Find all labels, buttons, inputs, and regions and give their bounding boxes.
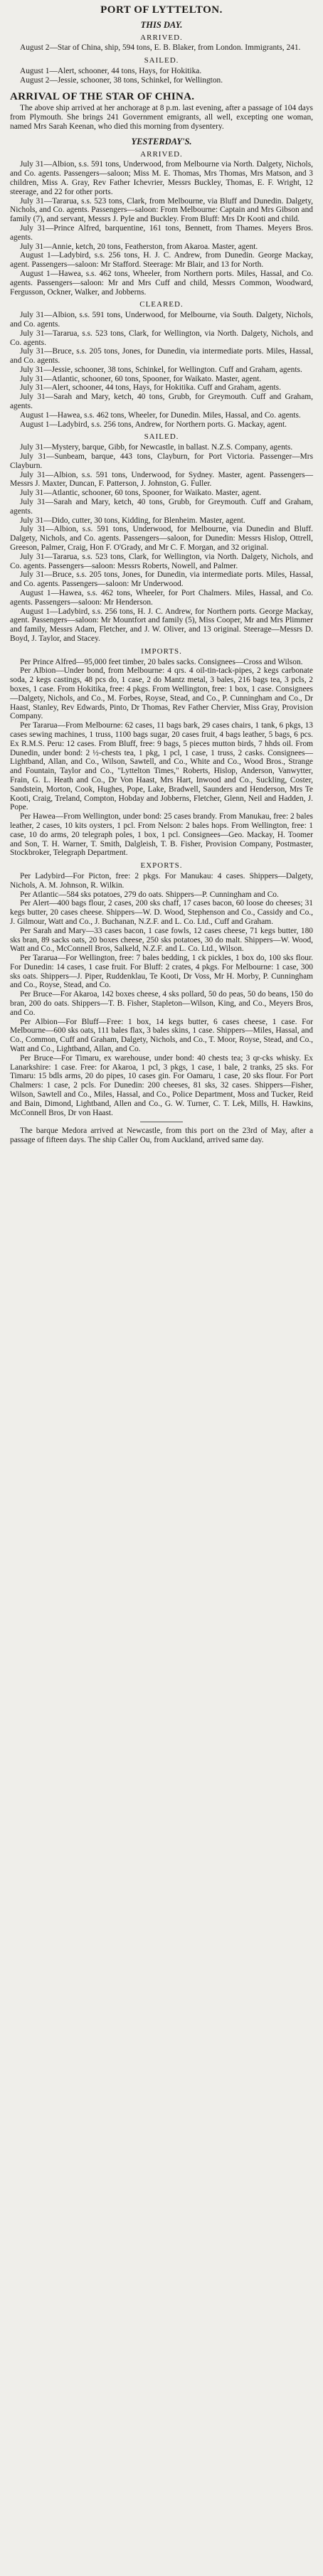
arrived-entry: August 1—Ladybird, s.s. 256 tons, H. J. C. Andrew, from Dunedin. George Mackay, agent. Passengers—saloon: Mr Stafford. Steerage: Mr Blair, and 13 for North. (10, 251, 313, 270)
export-entry: Per Sarah and Mary—33 cases bacon, 1 case fowls, 12 cases cheese, 71 kegs butter, 180 sks bran, 89 sacks oats, 20 boxes cheese, 250 sks potatoes, 30 do malt. Shippers—W. Wood, Watt and Co., McConnell Bros, Salkeld, N.Z.F. and L. Co. Ltd., Wilson. (10, 926, 313, 954)
yesterday-sailed-list (10, 443, 313, 644)
imports-list (10, 658, 313, 858)
import-entry: Per Albion—Under bond, from Melbourne: 4 qrs. 4 oil-tin-tack-pipes, 2 kegs carbonate soda, 2 kegs castings, 48 pcs do, 1 case, 2 do Mantz metal, 3 bales, 216 bags tea, 3 pcls, 2 boxes, 1 case. From Hokitika, free: 4 pkgs. From Wellington, free: 1 box, 1 case. Consignees—Dalgety, Nichols, and Co., M. Forbes, Royse, Stead, and Co., P. Cunningham and Co., Dr Haast, Stanley, Rev Edwards, Pinto, Dr Thomas, Rev Father Chervier, Miss Gray, Provision Company. (10, 666, 313, 721)
exports-heading: EXPORTS. (140, 861, 183, 871)
exports-list (10, 872, 313, 1118)
cleared-entry: August 1—Ladybird, s.s. 256 tons, Andrew, for Northern ports. G. Mackay, agent. (20, 420, 287, 429)
port-masthead: PORT OF LYTTELTON. (100, 4, 223, 16)
yesterday-cleared-heading: CLEARED. (139, 300, 184, 309)
export-entry: Per Alert—400 bags flour, 2 cases, 200 sks chaff, 17 cases bacon, 60 loose do cheeses; 31 kegs butter, 20 cases cheese. Shippers—W. D. Wood, Stephenson and Co., Cassidy and Co., J. Gilmour, Watt and Co., J. Buchanan, N.Z.F. and L. Co. Ltd., Cuff and Graham. (10, 899, 313, 926)
arrived-entry: July 31—Annie, ketch, 20 tons, Featherston, from Akaroa. Master, agent. (20, 242, 258, 251)
yesterday-cleared-list (10, 311, 313, 429)
cleared-entry: July 31—Jessie, schooner, 38 tons, Schinkel, for Wellington. Cuff and Graham, agents. (20, 365, 302, 374)
cleared-entry: July 31—Atlantic, schooner, 60 tons, Spooner, for Waikato. Master, agent. (20, 374, 262, 383)
sailed-entry: July 31—Sarah and Mary, ketch, 40 tons, Grubb, for Greymouth. Cuff and Graham, agents. (10, 498, 313, 516)
cleared-entry: July 31—Tararua, s.s. 523 tons, Clark, for Wellington, via North. Dalgety, Nichols, and Co. agents. (10, 329, 313, 347)
arrival-heading: ARRIVAL OF THE STAR OF CHINA. (10, 90, 195, 102)
cleared-entry: July 31—Alert, schooner, 44 tons, Hays, for Hokitika. Cuff and Graham, agents. (20, 383, 281, 393)
sailed-entry: August 1—Hawea, s.s. 462 tons, Wheeler, for Port Chalmers. Miles, Hassal, and Co. agents. Passengers—saloon: Mr Henderson. (10, 589, 313, 607)
this-day-sailed-heading: SAILED. (144, 56, 179, 65)
sailed-entry: July 31—Atlantic, schooner, 60 tons, Spooner, for Waikato. Master, agent. (20, 489, 262, 498)
arrived-entry: July 31—Tararua, s.s. 523 tons, Clark, from Melbourne, via Bluff and Dunedin. Dalgety, Nichols, and Co. agents. Passengers—saloon: From Melbourne: Captain and Mrs Gibson and family (7), and servant, Messrs J. Pyle and Buckley. From Bluff: Mrs Dr Kooti and child. (10, 196, 313, 224)
sailed-entry: July 31—Sunbeam, barque, 443 tons, Clayburn, for Port Victoria. Passenger—Mrs Clayburn. (10, 452, 313, 470)
sailed-entry: August 1—Ladybird, s.s. 256 tons, H. J. C. Andrew, for Northern ports. George Mackay, agent. Passengers—saloon: Mr Mountfort and family (5), Miss Cooper, Mr and Mrs Plimmer and family, Messrs Adam, Fletcher, and J. W. Oliver, and 13 original. Steerage—Messrs D. Boyd, J. Taylor, and Stacey. (10, 607, 313, 643)
import-entry: Per Prince Alfred—95,000 feet timber, 20 bales sacks. Consignees—Cross and Wilson. (20, 657, 303, 666)
sailed-entry: July 31—Mystery, barque, Gibb, for Newcastle, in ballast. N.Z.S. Company, agents. (20, 443, 293, 452)
import-entry: Per Tararua—From Melbourne: 62 cases, 11 bags bark, 29 cases chairs, 1 tank, 6 pkgs, 13 cases sewing machines, 1 truss, 1100 bags sugar, 20 cases fruit, 4 bags leather, 5 bags, 6 pcs. Ex R.M.S. Peru: 12 cases. From Bluff, free: 9 bags, 5 pieces mutton birds, 7 hhds oil. From Dunedin, under bond: 2 ½-chests tea, 1 pkg, 1 pcl, 1 case, 1 truss, 2 casks. Consignees—Lightband, Allan, and Co., Wilson, Sawtell, and Co., White and Co., Wood Bros., Strange and Fountain, Taylor and Co., "Lyttelton Times," Roberts, Hislop, Anderson, Vanwytter, Frain, G. L. Heath and Co., Dr Von Haast, Mrs Hart, Inwood and Co., Suckling, Coster, Sandstein, Morton, Cook, Hughes, Pope, Lake, Bradwell, Saunders and Henderson, Mrs Te Kooti, Craig, Treland, Compton, Hobday and Jobberns, Fletcher, Glenn, Neil and Hadden, J. Pope. (10, 721, 313, 812)
arrived-entry: August 1—Hawea, s.s. 462 tons, Wheeler, from Northern ports. Miles, Hassal, and Co. agents. Passengers—saloon: Mr and Mrs Cuff and child, Messrs Common, Woodward, Fergusson, Ockner, Walker, and Jobberns. (10, 269, 313, 297)
sailed-entry: July 31—Tararua, s.s. 523 tons, Clark, for Wellington, via North. Dalgety, Nichols, and Co. agents. Passengers—saloon: Messrs Roberts, Nowell, and Palmer. (10, 552, 313, 570)
yesterday-arrived-heading: ARRIVED. (140, 149, 183, 159)
sailed-entry: July 31—Albion, s.s. 591 tons, Underwood, for Sydney. Master, agent. Passengers—Messrs J. Maxter, Duncan, F. Patterson, J. Johnston, G. Fuller. (10, 470, 313, 489)
arrived-entry: July 31—Prince Alfred, barquentine, 161 tons, Bennett, from Thames. Meyers Bros. agents. (10, 223, 313, 242)
export-entry: Per Bruce—For Timaru, ex warehouse, under bond: 40 chests tea; 3 qr-cks whisky. Ex Lanarkshire: 1 case. Free: for Akaroa, 1 pcl, 3 pkgs, 1 case, 1 bale, 2 tranks, 25 sks. For Timaru: 15 bdls arms, 20 do pipes, 10 cases gin. For Oamaru, 1 case, 20 sks flour. For Port Chalmers: 1 case, 2 pcls. For Dunedin: 200 cheeses, 81 sks, 32 cases. Shippers—Fisher, Wilson, Sawtell and Co., Miles, Hassal, and Co., Police Department, Moss and Tucker, Reid and Bain, Dimond, Lightband, Allen and Co., G. W. Turner, C. T. Lek, Mills, H. Hawkins, McConnell Bros, Dr von Haast. (10, 1053, 313, 1117)
sailed-entry: July 31—Albion, s.s. 591 tons, Underwood, for Melbourne, via Dunedin and Bluff. Dalgety, Nichols, and Co. agents. Passengers—saloon, for Dunedin: Messrs Hislop, Ottrell, Greeson, Palmer, Craig, Hon F. O'Grady, and Mr C. F. Morgan, and 32 original. (10, 525, 313, 553)
cleared-entry: July 31—Albion, s.s. 591 tons, Underwood, for Melbourne, via South. Dalgety, Nichols, and Co. agents. (10, 311, 313, 329)
cleared-entry: July 31—Sarah and Mary, ketch, 40 tons, Grubb, for Greymouth. Cuff and Graham, agents. (10, 393, 313, 411)
cleared-entry: August 1—Hawea, s.s. 462 tons, Wheeler, for Dunedin. Miles, Hassal, and Co. agents. (20, 410, 301, 420)
this-day-heading: THIS DAY. (140, 19, 183, 30)
yesterday-arrived-list (10, 160, 313, 297)
sailed-entry: July 31—Bruce, s.s. 205 tons, Jones, for Dunedin, via intermediate ports. Miles, Hassal, and Co. agents. Passengers—saloon: Mr Underwood. (10, 570, 313, 589)
export-entry: Per Atlantic—584 sks potatoes, 279 do oats. Shippers—P. Cunningham and Co. (20, 890, 279, 899)
yesterday-sailed-heading: SAILED. (144, 432, 179, 442)
this-day-arrived-heading: ARRIVED. (140, 33, 183, 42)
this-day-sailed-entry: August 2—Jessie, schooner, 38 tons, Schinkel, for Wellington. (20, 75, 223, 85)
imports-heading: IMPORTS. (141, 646, 182, 656)
cleared-entry: July 31—Bruce, s.s. 205 tons, Jones, for Dunedin, via intermediate ports. Miles, Hassal, and Co. agents. (10, 347, 313, 366)
yesterday-heading: YESTERDAY'S. (131, 136, 192, 147)
export-entry: Per Bruce—For Akaroa, 142 boxes cheese, 4 sks pollard, 50 do peas, 50 do beans, 150 do bran, 200 do oats. Shippers—T. B. Fisher, Stapleton—Wilson, King, and Co., Meyers Bros, and Co. (10, 990, 313, 1017)
this-day-arrived-entry: August 2—Star of China, ship, 594 tons, E. B. Blaker, from London. Immigrants, 241. (20, 43, 301, 53)
this-day-sailed-entry: August 1—Alert, schooner, 44 tons, Hays, for Hokitika. (20, 66, 202, 75)
export-entry: Per Albion—For Bluff—Free: 1 box, 14 kegs butter, 6 cases cheese, 1 case. For Melbourne—600 sks oats, 111 bales flax, 3 bales skins, 1 case. Shippers—Miles, Hassal, and Co., Common, Cuff and Graham, Dalgety, Nichols, and Co., T. Moor, Royse, Stead, and Co., Watt and Co., Lightband, Allan, and Co. (10, 1017, 313, 1054)
closing-paragraph: The barque Medora arrived at Newcastle, from this port on the 23rd of May, after a passage of fifteen days. The ship Caller Ou, from Auckland, arrived same day. (10, 1127, 313, 1145)
arrival-paragraph: The above ship arrived at her anchorage at 8 p.m. last evening, after a passage of 104 days from Plymouth. She brings 241 Government emigrants, all well, excepting one woman, named Mrs Sarah Keenan, who died this morning from dysentery. (10, 104, 313, 131)
export-entry: Per Ladybird—For Picton, free: 2 pkgs. For Manukau: 4 cases. Shippers—Dalgety, Nichols, A. M. Johnson, R. Wilkin. (10, 871, 313, 890)
sailed-entry: July 31—Dido, cutter, 30 tons, Kidding, for Blenheim. Master, agent. (20, 516, 245, 525)
arrived-entry: July 31—Albion, s.s. 591 tons, Underwood, from Melbourne via North. Dalgety, Nichols, and Co. agents. Passengers—saloon; Miss M. E. Thomas, Mrs Thomas, Mrs Matson, and 3 children, Miss A. Gray, Rev Father Ichevrier, Messrs Buckley, Thomas, E. F. Wright, 12 steerage, and 22 for other ports. (10, 160, 313, 196)
import-entry: Per Hawea—From Wellington, under bond: 25 cases brandy. From Manukau, free: 2 bales leather, 2 cases, 10 kits oysters, 1 pcl. From Nelson: 2 bales hops. From Wellington, free: 1 case, 10 do arms, 20 telegraph poles, 1 box, 1 pcl. Consignees—Geo. Mackay, H. Toomer and Son, T. H. Warner, T. Smith, Dalgleish, T. B. Fisher, Provision Company, Postmaster, Stockbroker, Telegraph Department. (10, 812, 313, 858)
export-entry: Per Tararua—For Wellington, free: 7 bales bedding, 1 ck pickles, 1 box do, 100 sks flour. For Dunedin: 14 cases, 1 case fruit. For Bluff: 2 crates, 4 pkgs. For Melbourne: 1 case, 300 sks oats. Shippers—J. Piper, Ruddenklau, Te Kooti, Dr Voss, Mr H. Morby, P. Cunningham and Co., Royse, Stead, and Co. (10, 954, 313, 990)
